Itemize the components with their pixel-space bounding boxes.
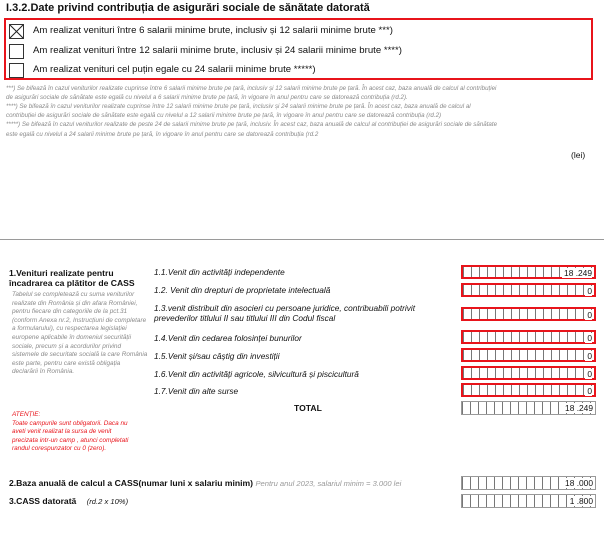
section-divider [0, 239, 604, 240]
income-field-investments[interactable] [461, 348, 596, 362]
income-field-associations[interactable] [461, 307, 596, 321]
option-label-6-12: Am realizat venituri între 6 salarii minime brute, inclusiv și 12 salarii minime brute ***) [33, 25, 393, 36]
income-field-property[interactable] [461, 330, 596, 344]
income-label-agricultural: 1.6.Venit din activități agricole, silvicultură și piscicultură [154, 369, 359, 379]
base-label: 2.Baza anuală de calcul a CASS(numar luni x salariu minim) [9, 478, 254, 488]
base-field[interactable] [461, 476, 596, 490]
note-line: ****) Se bifează în cazul veniturilor realizate cuprinse între 12 salarii minime brute pe țară, inclusiv și 24 salarii minime brute pe țară. În acest caz, baza anuală de calcul al [6, 103, 471, 110]
note-line: *****) Se bifează în cazul veniturilor realizate de peste 24 de salarii minime brute pe țară, inclusiv. În acest caz, baza anuală de calcul al contribuției de asigurări sociale de sănătate [6, 121, 498, 128]
option-row-24-plus[interactable] [6, 61, 591, 80]
note-line: este egală cu nivelul a 24 salarii minime brute pe țară, în vigoare în anul pentru care se datorează contribuția (rd.2 [6, 131, 319, 138]
base-note: Pentru anul 2023, salariul minim = 3.000 lei [255, 479, 402, 488]
income-bracket-options [4, 18, 593, 80]
cass-value: 1 .800 [569, 496, 593, 506]
cass-field[interactable] [461, 494, 596, 508]
option-row-6-12[interactable] [6, 22, 591, 41]
income-label-investments: 1.5.Venit și/sau câștig din investiții [154, 351, 280, 361]
option-label-24-plus: Am realizat venituri cel puțin egale cu 24 salarii minime brute *****) [33, 64, 316, 75]
note-line: ***) Se bifează în cazul veniturilor realizate cuprinse între 6 salarii minime brute pe țară, inclusiv și 12 salarii minime brute pe țară. În acest caz, baza anuală de calcul al contribuției [6, 85, 497, 92]
income-label-other: 1.7.Venit din alte surse [154, 386, 239, 396]
income-value: 0 [587, 386, 592, 396]
attention-text: Toate campurile sunt obligatorii. Daca nu aveti venit realizat la sursa de venit precizata intr-un camp , atunci completati randul corespunzator cu 0 (zero). [12, 419, 129, 453]
checkbox-6-12[interactable] [9, 24, 24, 39]
attention-note [12, 411, 136, 454]
attention-title: ATENȚIE: [12, 411, 41, 418]
base-row [9, 478, 401, 488]
checkbox-12-24[interactable] [9, 44, 24, 59]
income-section-title: 1.Venituri realizate pentru încadrarea ca plătitor de CASS [9, 268, 135, 288]
income-label-intellectual: 1.2. Venit din drepturi de proprietate intelectuală [154, 285, 331, 295]
currency-label: (lei) [571, 150, 586, 160]
income-value: 0 [587, 333, 592, 343]
option-label-12-24: Am realizat venituri între 12 salarii minime brute, inclusiv și 24 salarii minime brute ****) [33, 45, 402, 56]
total-field[interactable] [461, 401, 596, 415]
income-label-associations: 1.3.venit distribuit din asocieri cu persoane juridice, contribuabili potrivit prevederilor titlului II sau titlului III din Codul fiscal [154, 303, 416, 323]
income-field-intellectual[interactable] [461, 283, 596, 297]
cass-label: 3.CASS datorată [9, 496, 77, 506]
checkbox-24-plus[interactable] [9, 63, 24, 78]
cass-note: (rd.2 x 10%) [86, 497, 129, 506]
income-value: 0 [587, 351, 592, 361]
note-line: contribuției de asigurări sociale de sănătate este egală cu nivelul a 12 salarii minime brute pe țară, în vigoare în anul pentru care se datorează contribuția (rd.2) [6, 112, 442, 119]
income-label-property: 1.4.Venit din cedarea folosinței bunurilor [154, 333, 302, 343]
section-title: I.3.2.Date privind contribuția de asigurări sociale de sănătate datorată [6, 2, 370, 14]
income-value: 18 .249 [564, 268, 592, 278]
income-field-other[interactable] [461, 383, 596, 397]
base-value: 18 .000 [565, 478, 593, 488]
income-label-independent: 1.1.Venit din activități independente [154, 267, 285, 277]
option-row-12-24[interactable] [6, 42, 591, 61]
income-value: 0 [587, 369, 592, 379]
income-value: 0 [587, 286, 592, 296]
total-label: TOTAL [294, 403, 322, 413]
income-section-description: Tabelul se completează cu suma veniturilor realizate din România și din afara României, pentru fiecare din categoriile de la pct.31 (conform Anexa nr.2, Instrucțiuni de completare a formularului), cu respectarea legislației europene aplicabile în domeniul securității sociale, precum și a acordurilor privind sistemele de securitate socială la care România este parte, pentru care există obligația declarării în România. [12, 291, 148, 376]
income-field-agricultural[interactable] [461, 366, 596, 380]
income-field-independent[interactable] [461, 265, 596, 279]
note-line: de asigurări sociale de sănătate este egală cu nivelul a 6 salarii minime brute pe țară, în vigoare în anul pentru care se datorează contribuția (rd.2). [6, 94, 408, 101]
income-value: 0 [587, 310, 592, 320]
total-value: 18 .249 [565, 403, 593, 413]
check-x-icon [10, 25, 23, 38]
cass-row [9, 496, 128, 506]
